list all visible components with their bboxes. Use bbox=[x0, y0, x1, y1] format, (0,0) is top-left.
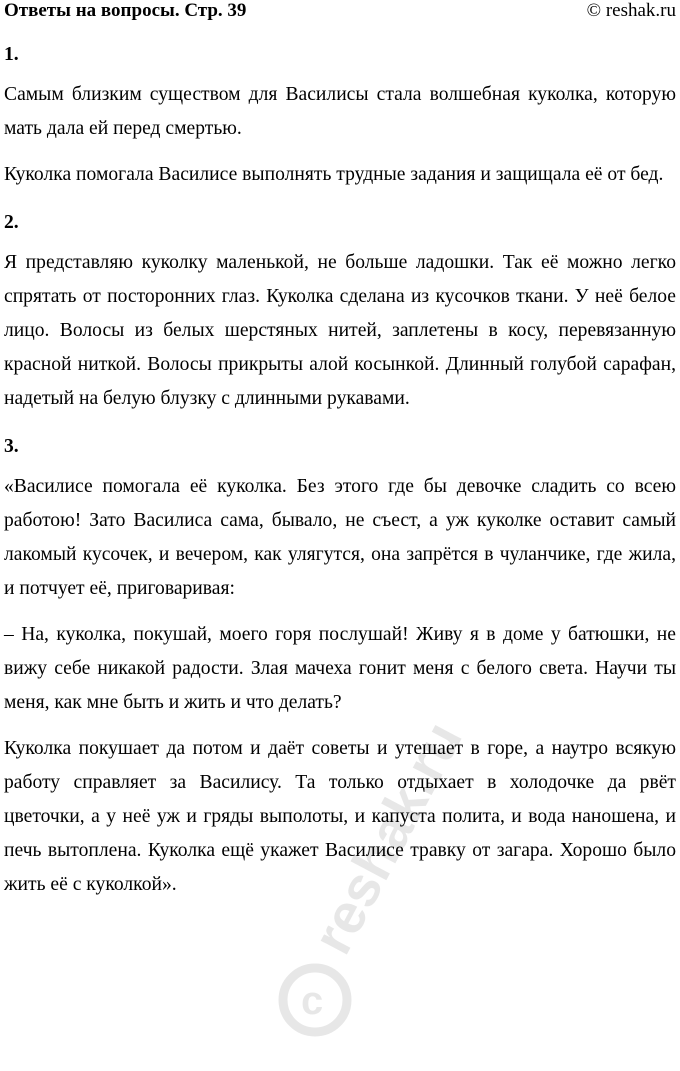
answer-paragraph: Я представляю куколку маленькой, не больше ладошки. Так её можно легко спрятать от посторонних глаз. Куколка сделана из кусочков ткани. У неё белое лицо. Волосы из белых шерстяных нитей, заплетены в косу, перевязанную красной ниткой. Волосы прикрыты алой косынкой. Длинный голубой сарафан, надетый на белую блузку с длинными рукавами. bbox=[4, 252, 676, 409]
answer-section-2 bbox=[4, 204, 676, 416]
watermark-text: reshak.ru bbox=[299, 711, 474, 964]
answer-paragraph: Куколка помогала Василисе выполнять трудные задания и защищала её от бед. bbox=[4, 164, 664, 185]
site-credit: © reshak.ru bbox=[586, 0, 676, 21]
watermark-c: c bbox=[301, 979, 324, 1023]
section-number: 1. bbox=[4, 44, 19, 65]
answer-section-3 bbox=[4, 428, 676, 902]
answer-paragraph: Куколка покушает да потом и даёт советы и утешает в горе, а наутро всякую работу справляет за Василису. Та только отдыхает в холодочке да рвёт цветочки, а у неё уж и гряды выполоты, и капуста полита, и вода наношена, и печь вытоплена. Куколка ещё укажет Василисе травку от загара. Хорошо было жить её с куколкой». bbox=[4, 738, 676, 895]
answer-section-1 bbox=[4, 36, 676, 192]
answer-paragraph: «Василисе помогала её куколка. Без этого где бы девочке сладить со всею работою! Зато Василиса сама, бывало, не съест, а уж куколке оставит самый лакомый кусочек, и вечером, как улягутся, она запрётся в чуланчике, где жила, и потчует её, приговаривая: bbox=[4, 476, 676, 599]
page-header bbox=[4, 0, 676, 22]
watermark-circle bbox=[283, 968, 347, 1032]
answer-paragraph: Самым близким существом для Василисы стала волшебная куколка, которую мать дала ей перед смертью. bbox=[4, 84, 676, 139]
page-title: Ответы на вопросы. Стр. 39 bbox=[4, 0, 247, 21]
section-number: 3. bbox=[4, 436, 19, 457]
answers-content bbox=[4, 36, 676, 914]
section-number: 2. bbox=[4, 212, 19, 233]
answer-paragraph: – На, куколка, покушай, моего горя послушай! Живу я в доме у батюшки, не вижу себе никакой радости. Злая мачеха гонит меня с белого света. Научи ты меня, как мне быть и жить и что делать? bbox=[4, 624, 676, 713]
